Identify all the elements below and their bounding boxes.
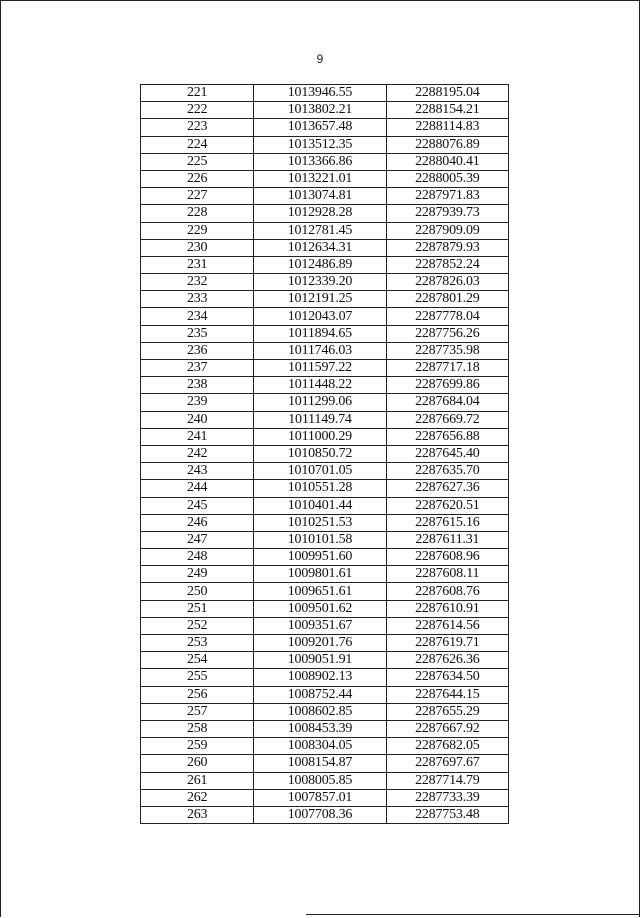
x-coordinate-cell: 1009501.62: [254, 600, 386, 617]
point-number-cell: 231: [141, 256, 254, 273]
x-coordinate-cell: 1009051.91: [254, 652, 386, 669]
x-coordinate-cell: 1011000.29: [254, 428, 386, 445]
point-number-cell: 240: [141, 411, 254, 428]
point-number-cell: 232: [141, 274, 254, 291]
table-row: [141, 652, 509, 669]
table-row: [141, 445, 509, 462]
point-number-cell: 259: [141, 738, 254, 755]
table-row: [141, 514, 509, 531]
y-coordinate-cell: 2287655.29: [386, 703, 508, 720]
point-number-cell: 234: [141, 308, 254, 325]
x-coordinate-cell: 1011149.74: [254, 411, 386, 428]
x-coordinate-cell: 1008602.85: [254, 703, 386, 720]
table-row: [141, 635, 509, 652]
y-coordinate-cell: 2287971.83: [386, 188, 508, 205]
y-coordinate-cell: 2287611.31: [386, 531, 508, 548]
point-number-cell: 255: [141, 669, 254, 686]
table-row: [141, 85, 509, 102]
table-row: [141, 291, 509, 308]
point-number-cell: 237: [141, 360, 254, 377]
y-coordinate-cell: 2287608.96: [386, 549, 508, 566]
x-coordinate-cell: 1009201.76: [254, 635, 386, 652]
table-row: [141, 669, 509, 686]
x-coordinate-cell: 1011597.22: [254, 360, 386, 377]
point-number-cell: 225: [141, 153, 254, 170]
bottom-rule: [306, 914, 640, 915]
point-number-cell: 224: [141, 136, 254, 153]
x-coordinate-cell: 1013802.21: [254, 102, 386, 119]
table-row: [141, 772, 509, 789]
point-number-cell: 235: [141, 325, 254, 342]
y-coordinate-cell: 2288005.39: [386, 170, 508, 187]
point-number-cell: 247: [141, 531, 254, 548]
y-coordinate-cell: 2288076.89: [386, 136, 508, 153]
y-coordinate-cell: 2288114.83: [386, 119, 508, 136]
table-row: [141, 428, 509, 445]
table-row: [141, 755, 509, 772]
point-number-cell: 258: [141, 720, 254, 737]
x-coordinate-cell: 1009651.61: [254, 583, 386, 600]
point-number-cell: 248: [141, 549, 254, 566]
y-coordinate-cell: 2287656.88: [386, 428, 508, 445]
point-number-cell: 254: [141, 652, 254, 669]
point-number-cell: 236: [141, 342, 254, 359]
x-coordinate-cell: 1012928.28: [254, 205, 386, 222]
x-coordinate-cell: 1010850.72: [254, 445, 386, 462]
y-coordinate-cell: 2287756.26: [386, 325, 508, 342]
x-coordinate-cell: 1010101.58: [254, 531, 386, 548]
point-number-cell: 243: [141, 463, 254, 480]
y-coordinate-cell: 2287733.39: [386, 789, 508, 806]
y-coordinate-cell: 2287615.16: [386, 514, 508, 531]
table-row: [141, 686, 509, 703]
y-coordinate-cell: 2287634.50: [386, 669, 508, 686]
point-number-cell: 238: [141, 377, 254, 394]
table-row: [141, 188, 509, 205]
point-number-cell: 223: [141, 119, 254, 136]
point-number-cell: 244: [141, 480, 254, 497]
table-row: [141, 394, 509, 411]
y-coordinate-cell: 2287619.71: [386, 635, 508, 652]
table-row: [141, 136, 509, 153]
table-row: [141, 274, 509, 291]
x-coordinate-cell: 1007708.36: [254, 806, 386, 823]
table-row: [141, 102, 509, 119]
point-number-cell: 242: [141, 445, 254, 462]
y-coordinate-cell: 2287610.91: [386, 600, 508, 617]
y-coordinate-cell: 2287801.29: [386, 291, 508, 308]
point-number-cell: 245: [141, 497, 254, 514]
table-row: [141, 411, 509, 428]
y-coordinate-cell: 2287717.18: [386, 360, 508, 377]
point-number-cell: 263: [141, 806, 254, 823]
x-coordinate-cell: 1013657.48: [254, 119, 386, 136]
point-number-cell: 230: [141, 239, 254, 256]
y-coordinate-cell: 2287614.56: [386, 617, 508, 634]
y-coordinate-cell: 2287778.04: [386, 308, 508, 325]
table-row: [141, 549, 509, 566]
point-number-cell: 253: [141, 635, 254, 652]
point-number-cell: 249: [141, 566, 254, 583]
y-coordinate-cell: 2287909.09: [386, 222, 508, 239]
y-coordinate-cell: 2287608.76: [386, 583, 508, 600]
y-coordinate-cell: 2287879.93: [386, 239, 508, 256]
x-coordinate-cell: 1009951.60: [254, 549, 386, 566]
y-coordinate-cell: 2287620.51: [386, 497, 508, 514]
y-coordinate-cell: 2287714.79: [386, 772, 508, 789]
x-coordinate-cell: 1009801.61: [254, 566, 386, 583]
point-number-cell: 241: [141, 428, 254, 445]
y-coordinate-cell: 2287826.03: [386, 274, 508, 291]
table-row: [141, 720, 509, 737]
x-coordinate-cell: 1008304.05: [254, 738, 386, 755]
table-row: [141, 360, 509, 377]
point-number-cell: 221: [141, 85, 254, 102]
point-number-cell: 256: [141, 686, 254, 703]
table-row: [141, 463, 509, 480]
x-coordinate-cell: 1013221.01: [254, 170, 386, 187]
table-row: [141, 583, 509, 600]
x-coordinate-cell: 1013366.86: [254, 153, 386, 170]
x-coordinate-cell: 1012191.25: [254, 291, 386, 308]
y-coordinate-cell: 2287644.15: [386, 686, 508, 703]
y-coordinate-cell: 2287669.72: [386, 411, 508, 428]
point-number-cell: 250: [141, 583, 254, 600]
y-coordinate-cell: 2287608.11: [386, 566, 508, 583]
y-coordinate-cell: 2287735.98: [386, 342, 508, 359]
x-coordinate-cell: 1010251.53: [254, 514, 386, 531]
table-row: [141, 738, 509, 755]
point-number-cell: 228: [141, 205, 254, 222]
x-coordinate-cell: 1009351.67: [254, 617, 386, 634]
table-row: [141, 256, 509, 273]
table-row: [141, 239, 509, 256]
table-row: [141, 600, 509, 617]
x-coordinate-cell: 1012339.20: [254, 274, 386, 291]
y-coordinate-cell: 2287852.24: [386, 256, 508, 273]
table-row: [141, 377, 509, 394]
point-number-cell: 260: [141, 755, 254, 772]
y-coordinate-cell: 2287697.67: [386, 755, 508, 772]
x-coordinate-cell: 1010701.05: [254, 463, 386, 480]
x-coordinate-cell: 1011448.22: [254, 377, 386, 394]
y-coordinate-cell: 2288040.41: [386, 153, 508, 170]
x-coordinate-cell: 1011746.03: [254, 342, 386, 359]
point-number-cell: 227: [141, 188, 254, 205]
y-coordinate-cell: 2287684.04: [386, 394, 508, 411]
x-coordinate-cell: 1008005.85: [254, 772, 386, 789]
y-coordinate-cell: 2287626.36: [386, 652, 508, 669]
y-coordinate-cell: 2287667.92: [386, 720, 508, 737]
table-row: [141, 806, 509, 823]
table-row: [141, 205, 509, 222]
point-number-cell: 222: [141, 102, 254, 119]
page-number: 9: [316, 52, 324, 66]
x-coordinate-cell: 1007857.01: [254, 789, 386, 806]
table-row: [141, 480, 509, 497]
x-coordinate-cell: 1008902.13: [254, 669, 386, 686]
y-coordinate-cell: 2287635.70: [386, 463, 508, 480]
x-coordinate-cell: 1012634.31: [254, 239, 386, 256]
table-row: [141, 789, 509, 806]
x-coordinate-cell: 1012486.89: [254, 256, 386, 273]
x-coordinate-cell: 1013946.55: [254, 85, 386, 102]
x-coordinate-cell: 1008154.87: [254, 755, 386, 772]
point-number-cell: 246: [141, 514, 254, 531]
x-coordinate-cell: 1008752.44: [254, 686, 386, 703]
table-row: [141, 342, 509, 359]
x-coordinate-cell: 1013512.35: [254, 136, 386, 153]
x-coordinate-cell: 1013074.81: [254, 188, 386, 205]
table-row: [141, 325, 509, 342]
point-number-cell: 262: [141, 789, 254, 806]
y-coordinate-cell: 2287939.73: [386, 205, 508, 222]
table-row: [141, 703, 509, 720]
point-number-cell: 226: [141, 170, 254, 187]
coordinates-table: [140, 84, 509, 824]
table-row: [141, 170, 509, 187]
table-row: [141, 119, 509, 136]
point-number-cell: 252: [141, 617, 254, 634]
point-number-cell: 257: [141, 703, 254, 720]
table-row: [141, 153, 509, 170]
x-coordinate-cell: 1008453.39: [254, 720, 386, 737]
table-row: [141, 497, 509, 514]
y-coordinate-cell: 2288154.21: [386, 102, 508, 119]
y-coordinate-cell: 2288195.04: [386, 85, 508, 102]
table-row: [141, 617, 509, 634]
table-row: [141, 308, 509, 325]
point-number-cell: 251: [141, 600, 254, 617]
x-coordinate-cell: 1012043.07: [254, 308, 386, 325]
y-coordinate-cell: 2287699.86: [386, 377, 508, 394]
point-number-cell: 233: [141, 291, 254, 308]
y-coordinate-cell: 2287627.36: [386, 480, 508, 497]
point-number-cell: 229: [141, 222, 254, 239]
table-row: [141, 531, 509, 548]
x-coordinate-cell: 1010551.28: [254, 480, 386, 497]
point-number-cell: 261: [141, 772, 254, 789]
y-coordinate-cell: 2287645.40: [386, 445, 508, 462]
table-row: [141, 222, 509, 239]
x-coordinate-cell: 1010401.44: [254, 497, 386, 514]
x-coordinate-cell: 1012781.45: [254, 222, 386, 239]
x-coordinate-cell: 1011894.65: [254, 325, 386, 342]
point-number-cell: 239: [141, 394, 254, 411]
y-coordinate-cell: 2287753.48: [386, 806, 508, 823]
x-coordinate-cell: 1011299.06: [254, 394, 386, 411]
coordinates-table-body: [141, 85, 509, 824]
y-coordinate-cell: 2287682.05: [386, 738, 508, 755]
table-row: [141, 566, 509, 583]
